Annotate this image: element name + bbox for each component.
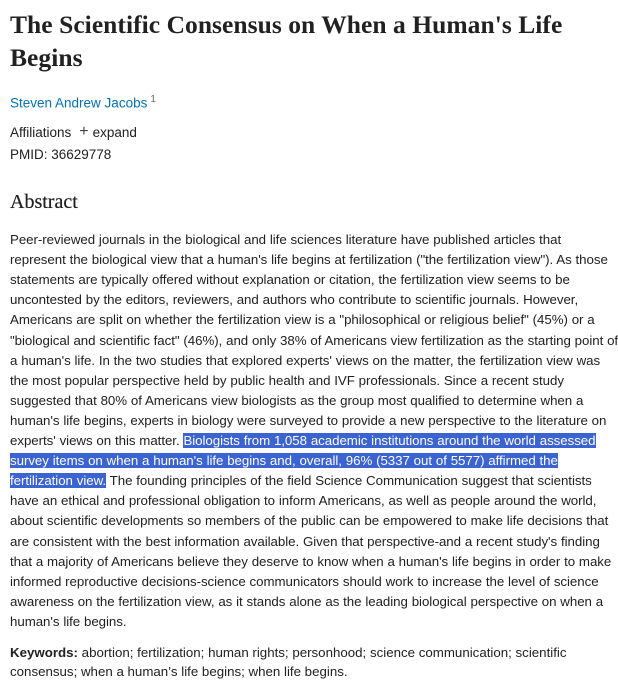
affiliation-ref[interactable]: 1 xyxy=(150,94,156,105)
keywords xyxy=(10,643,610,682)
expand-affiliations-button[interactable] xyxy=(79,123,137,142)
author-list xyxy=(10,91,614,113)
author-link[interactable]: Steven Andrew Jacobs xyxy=(10,95,148,111)
abstract-text xyxy=(10,230,618,632)
pmid: PMID: 36629778 xyxy=(10,146,112,162)
abstract-text-part1: Peer-reviewed journals in the biological and life sciences literature have published articles that represent the biological view that a human's life begins at fertilization ("the fertilization view"). As those statements are typically offered without explanation or citation, the fertilization view seems to be uncontested by the editors, reviewers, and authors who contribute to scientific journals. However, Americans are split on whether the fertilization view is a "philosophical or religious belief" (45%) or a "biological and scientific fact" (46%), and only 38% of Americans view fertilization as the starting point of a human's life. In the two studies that explored experts' views on the matter, the fertilization view was the most popular perspective held by public health and IVF professionals. Since a recent study suggested that 80% of Americans view biologists as the group most qualified to determine when a human's life begins, experts in biology were surveyed to provide a new perspective to the literature on experts' views on this matter. xyxy=(10,232,618,449)
keywords-text: abortion; fertilization; human rights; personhood; science communication; scientific consensus; when a human’s life begins; when life begins. xyxy=(10,644,567,680)
article-title: The Scientific Consensus on When a Human's Life Begins xyxy=(10,10,563,72)
affiliations-row xyxy=(10,123,614,142)
selected-text: Biologists from 1,058 academic institutions around the world assessed survey items on when a human's life begins and, overall, 96% (5337 out of 5577) affirmed the fertilization view. xyxy=(10,433,596,489)
affiliations-label: Affiliations xyxy=(10,124,72,140)
abstract-heading: Abstract xyxy=(10,190,78,213)
article-page xyxy=(10,0,618,682)
abstract-text-part2: The founding principles of the field Science Communication suggest that scientists have an ethical and professional obligation to inform Americans, as well as people around the world, about scientific developments so members of the public can be empowered to make life decisions that are consistent with the best information available. Given that perspective-and a recent study's finding that a majority of Americans believe they deserve to know when a human's life begins in order to make informed reproductive decisions-science communicators should work to increase the level of science awareness on the fertilization view, as it stands alone as the leading biological perspective on when a human's life begins. xyxy=(10,473,612,629)
keywords-label: Keywords: xyxy=(10,644,78,660)
plus-icon: + xyxy=(79,123,89,140)
expand-label: expand xyxy=(92,124,137,140)
